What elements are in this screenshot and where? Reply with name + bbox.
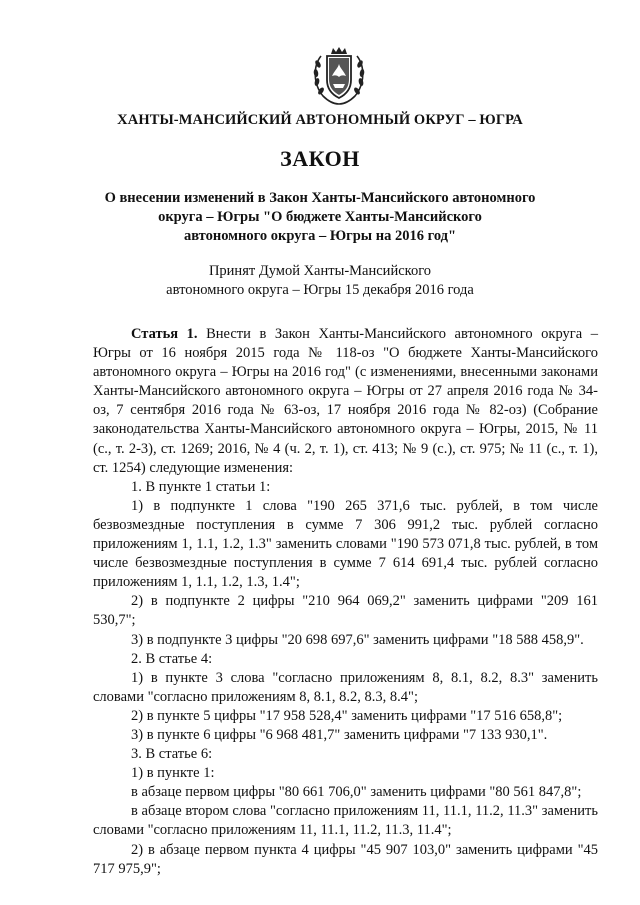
article-1-intro	[93, 325, 598, 478]
paragraph: 2) в абзаце первом пункта 4 цифры "45 907 103,0" заменить цифрами "45 717 975,9";	[93, 841, 598, 877]
adoption-note	[0, 262, 640, 300]
paragraph: 1. В пункте 1 статьи 1:	[131, 478, 271, 495]
paragraph: 2. В статье 4:	[131, 650, 213, 667]
paragraph: 3. В статье 6:	[131, 746, 213, 763]
paragraph: 3) в пункте 6 цифры "6 968 481,7" заменить цифрами "7 133 930,1".	[131, 726, 548, 743]
paragraph: в абзаце втором слова "согласно приложениям 11, 11.1, 11.2, 11.3" заменить словами "согласно приложениям 11, 11.1, 11.2, 11.3, 11.4";	[93, 803, 598, 839]
paragraph: 1) в пункте 1:	[131, 765, 215, 782]
article-1-text: Внести в Закон Ханты-Мансийского автономного округа – Югры от 16 ноября 2015 года № 118-оз "О бюджете Ханты-Мансийского автономного округа – Югры на 2016 год" (с изменениями, внесенными законами Ханты-Мансийского автономного округа – Югры от 27 апреля 2016 года № 34-оз, 7 сентября 2016 года № 63-оз, 17 ноября 2016 года № 82-оз) (Собрание законодательства Ханты-Мансийского автономного округа – Югры, 2015, № 11 (с., т. 2-3), ст. 1269; 2016, № 4 (ч. 2, т. 1), ст. 413; № 9 (с.), ст. 975; № 11 (с., т. 1), ст. 1254) следующие изменения:	[93, 326, 598, 476]
adoption-line: автономного округа – Югры 15 декабря 2016 года	[166, 282, 474, 298]
law-title-line: О внесении изменений в Закон Ханты-Мансийского автономного	[104, 190, 536, 206]
paragraph: в абзаце первом цифры "80 661 706,0" заменить цифрами "80 561 847,8";	[131, 784, 582, 801]
article-1-label: Статья 1.	[131, 326, 198, 342]
paragraph: 2) в пункте 5 цифры "17 958 528,4" заменить цифрами "17 516 658,8";	[131, 707, 563, 724]
paragraph: 2) в подпункте 2 цифры "210 964 069,2" заменить цифрами "209 161 530,7";	[93, 593, 598, 629]
paragraph: 1) в пункте 3 слова "согласно приложениям 8, 8.1, 8.2, 8.3" заменить словами "согласно приложениям 8, 8.1, 8.2, 8.3, 8.4";	[93, 669, 598, 705]
law-body	[93, 325, 598, 879]
adoption-line: Принят Думой Ханты-Мансийского	[208, 263, 432, 279]
law-title-line: округа – Югры "О бюджете Ханты-Мансийского	[158, 209, 482, 225]
paragraph: 1) в подпункте 1 слова "190 265 371,6 тыс. рублей, в том числе безвозмездные поступления в сумме 7 306 991,2 тыс. рублей согласно приложениям 1, 1.1, 1.2, 1.3" заменить словами "190 573 071,8 тыс. рублей, в том числе безвозмездные поступления в сумме 7 614 691,4 тыс. рублей согласно приложениям 1, 1.1, 1.2, 1.3, 1.4";	[93, 497, 598, 591]
coat-of-arms-icon	[307, 46, 371, 106]
region-heading: ХАНТЫ-МАНСИЙСКИЙ АВТОНОМНЫЙ ОКРУГ – ЮГРА	[117, 112, 523, 128]
document-type: ЗАКОН	[280, 146, 360, 171]
law-title	[0, 189, 640, 246]
paragraph: 3) в подпункте 3 цифры "20 698 697,6" заменить цифрами "18 588 458,9".	[131, 631, 584, 648]
law-title-line: автономного округа – Югры на 2016 год"	[183, 228, 457, 244]
